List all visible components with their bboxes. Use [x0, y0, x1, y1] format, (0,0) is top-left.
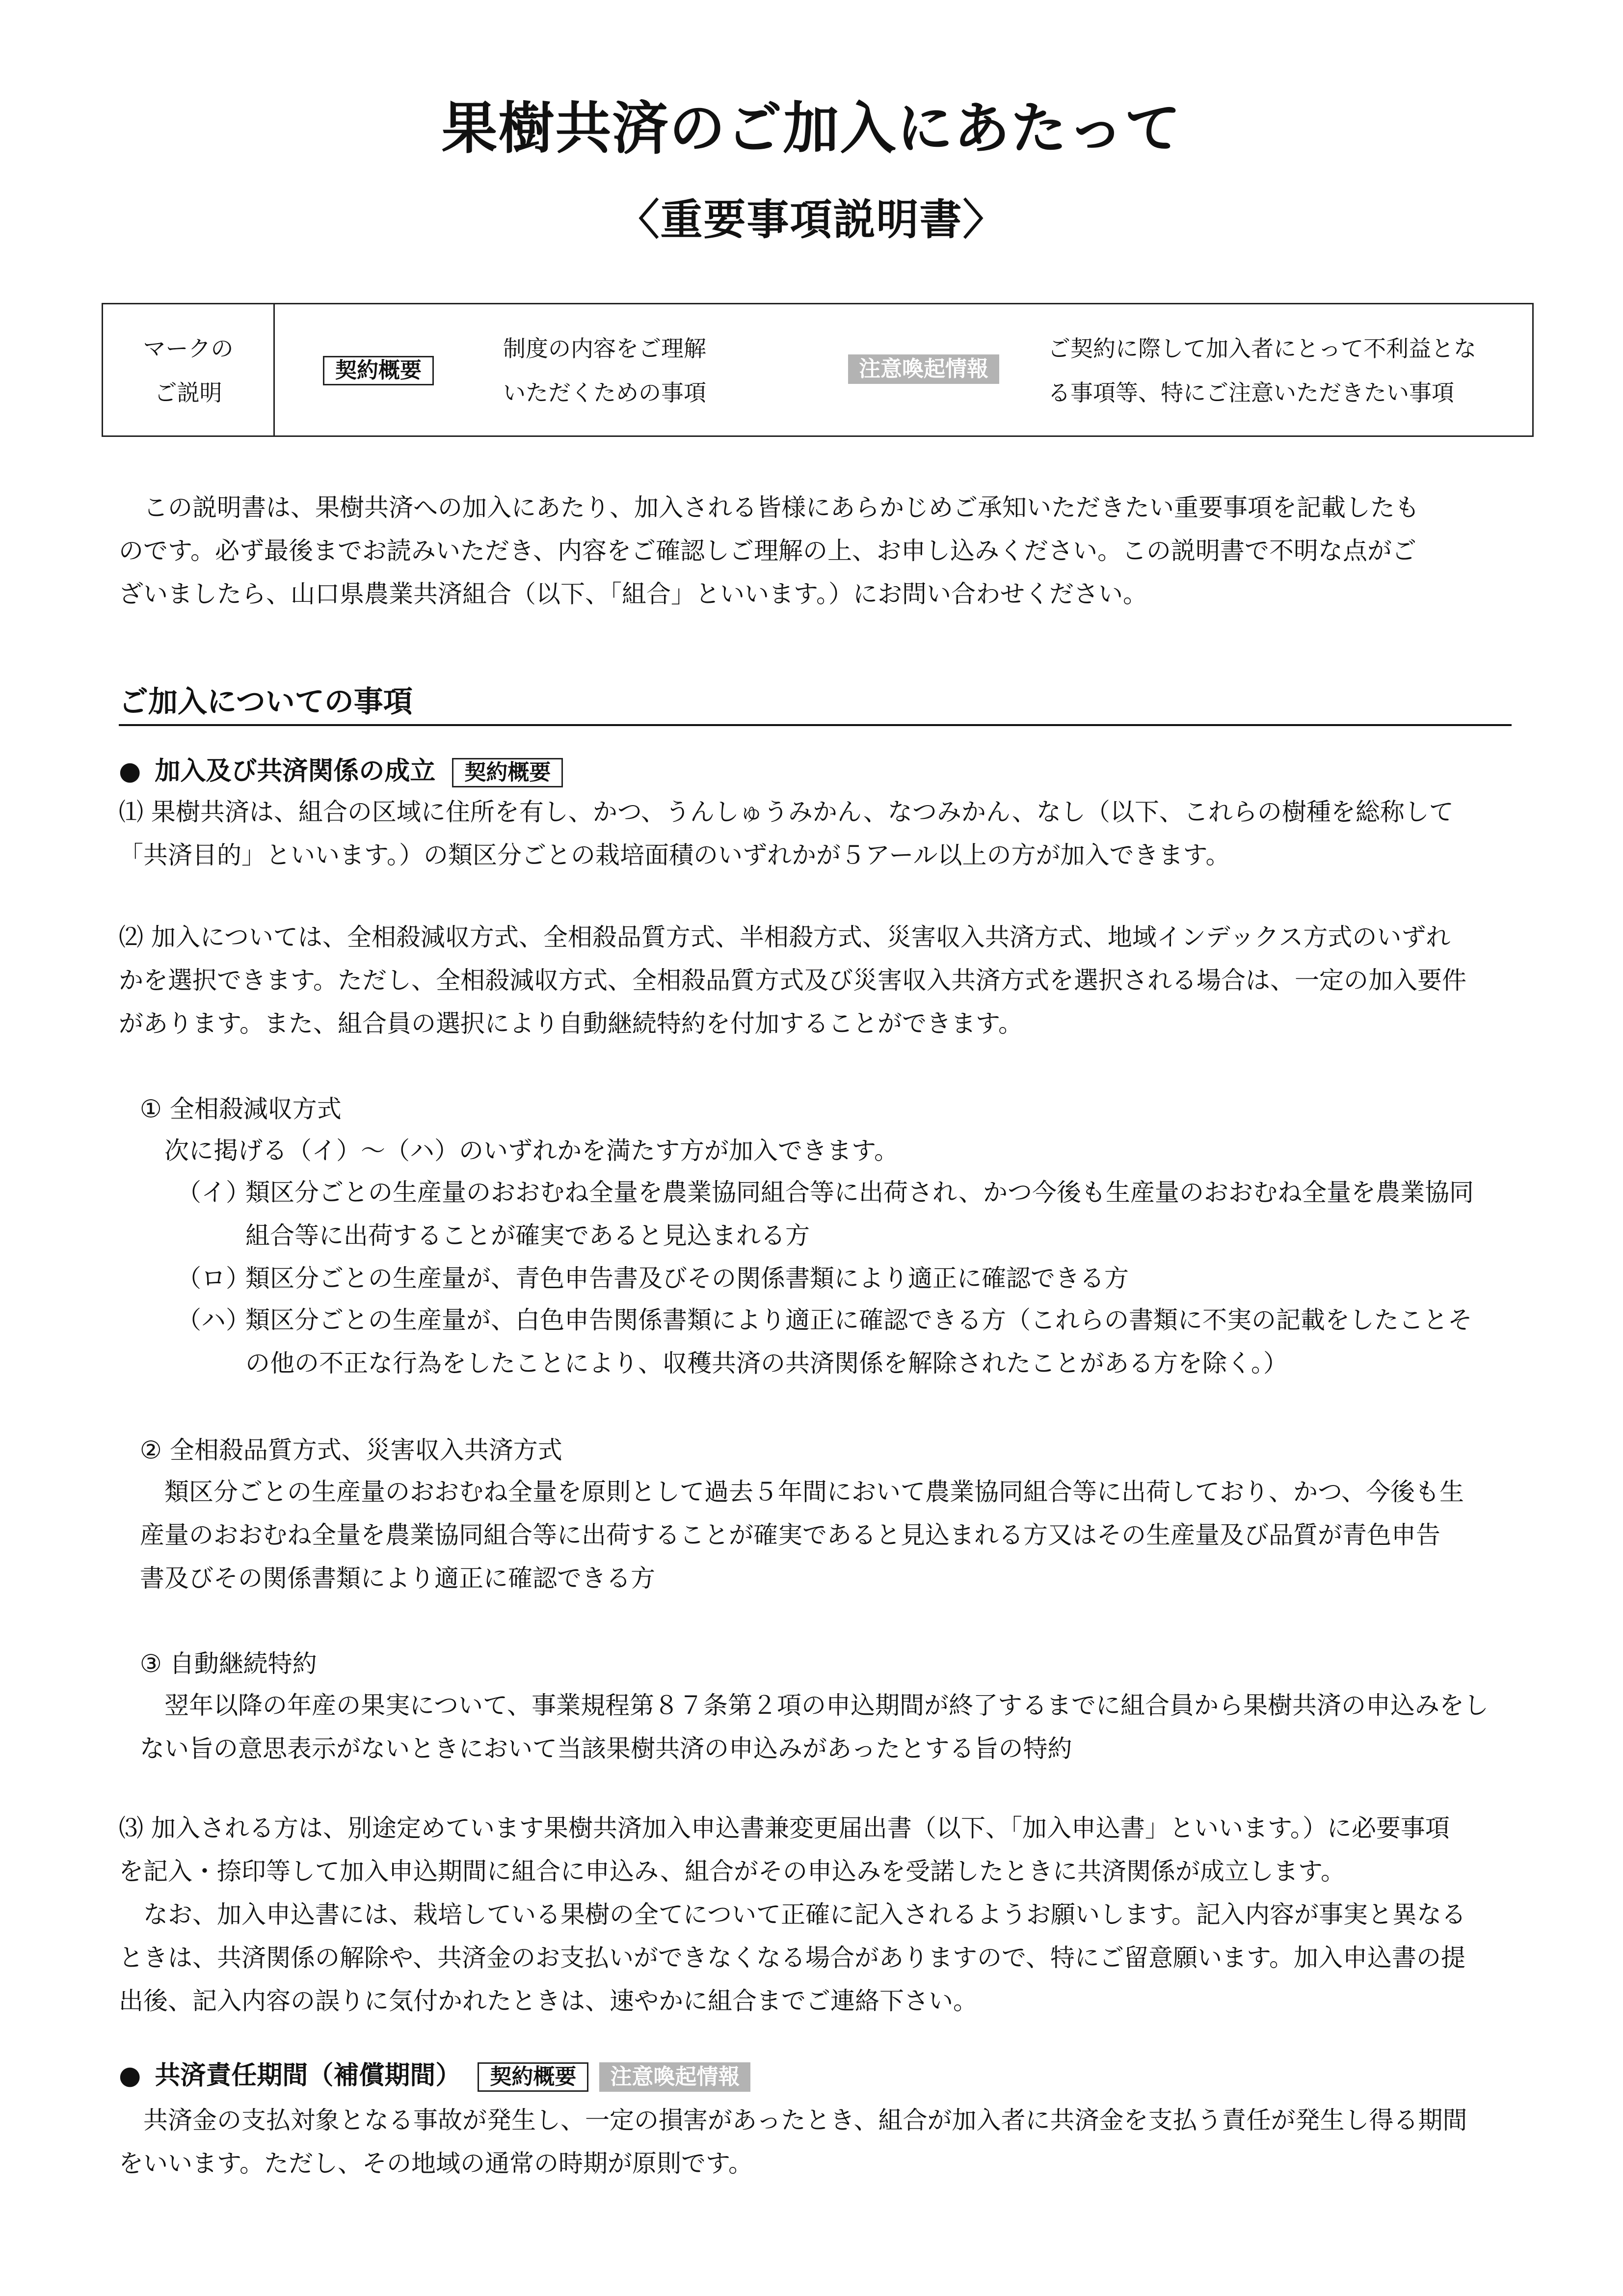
legend-label-line2: ご説明 — [154, 379, 222, 406]
sub1-item-marker: （ロ） — [177, 1264, 250, 1293]
sub1-item-ro — [177, 1257, 1129, 1300]
sub1-item-marker: （イ） — [177, 1178, 250, 1207]
intro-line: のです。必ず最後までお読みいただき、内容をご確認しご理解の上、お申し込みください。この説明書で不明な点がご — [119, 537, 1416, 565]
contract-summary-mark: 契約概要 — [452, 758, 563, 787]
intro-paragraph — [119, 486, 1419, 616]
sub1-item-line: 組合等に出荷することが確実であると見込まれる方 — [245, 1221, 810, 1250]
sub1-item-line: 類区分ごとの生産量が、青色申告書及びその関係書類により適正に確認できる方 — [245, 1264, 1129, 1293]
paragraph-line: 産量のおおむね全量を農業協同組合等に出荷することが確実であると見込まれる方又はその生産量及び品質が青色申告 — [140, 1521, 1440, 1549]
bullet-title: 共済責任期間（補償期間） — [155, 2061, 461, 2090]
paragraph-2 — [119, 916, 1466, 1045]
paragraph-line: をいいます。ただし、その地域の通常の時期が原則です。 — [119, 2149, 753, 2178]
paragraph-line: 翌年以降の年産の果実について、事業規程第８７条第２項の申込期間が終了するまでに組合員から果樹共済の申込みをし — [140, 1691, 1489, 1720]
paragraph-line: 「共済目的」といいます。）の類区分ごとの栽培面積のいずれかが５アール以上の方が加入できます。 — [119, 841, 1230, 869]
legend-mark1-desc-line2: いただくための事項 — [503, 379, 706, 406]
sub1-lead: 次に掲げる（イ）～（ハ）のいずれかを満たす方が加入できます。 — [164, 1136, 899, 1165]
paragraph-liability — [119, 2099, 1467, 2185]
sub1-item-ha — [177, 1298, 1472, 1385]
sub1-heading: ① 全相殺減収方式 — [140, 1095, 342, 1123]
page-title: 果樹共済のご加入にあたって — [441, 96, 1182, 161]
sub3-heading: ③ 自動継続特約 — [140, 1649, 317, 1678]
paragraph-line: なお、加入申込書には、栽培している果樹の全てについて正確に記入されるようお願いします。記入内容が事実と異なる — [119, 1900, 1466, 1929]
intro-line: ざいましたら、山口県農業共済組合（以下、「組合」といいます。）にお問い合わせください。 — [119, 580, 1147, 608]
paragraph-line: ⑵ 加入については、全相殺減収方式、全相殺品質方式、半相殺方式、災害収入共済方式、地域インデックス方式のいずれ — [119, 923, 1451, 951]
paragraph-3 — [119, 1807, 1466, 2023]
legend-label-line1: マークの — [143, 335, 234, 362]
paragraph-line: ない旨の意思表示がないときにおいて当該果樹共済の申込みがあったとする旨の特約 — [140, 1734, 1072, 1763]
caution-info-mark: 注意喚起情報 — [599, 2062, 750, 2092]
legend-mark1-desc-line1: 制度の内容をご理解 — [503, 335, 706, 362]
legend-mark2-desc — [1048, 326, 1476, 415]
paragraph-line: 共済金の支払対象となる事故が発生し、一定の損害があったとき、組合が加入者に共済金を支払う責任が発生し得る期間 — [119, 2106, 1467, 2134]
legend-mark-contract — [323, 356, 434, 385]
caution-info-mark: 注意喚起情報 — [848, 354, 999, 384]
paragraph-line: ⑶ 加入される方は、別途定めています果樹共済加入申込書兼変更届出書（以下、「加入申込書」といいます。）に必要事項 — [119, 1814, 1450, 1842]
paragraph-line: かを選択できます。ただし、全相殺減収方式、全相殺品質方式及び災害収入共済方式を選択される場合は、一定の加入要件 — [119, 966, 1466, 995]
paragraph-line: を記入・捺印等して加入申込期間に組合に申込み、組合がその申込みを受諾したときに共済関係が成立します。 — [119, 1857, 1345, 1886]
contract-summary-mark: 契約概要 — [478, 2062, 588, 2092]
sub2-heading: ② 全相殺品質方式、災害収入共済方式 — [140, 1436, 562, 1464]
paragraph-line: 出後、記入内容の誤りに気付かれたときは、速やかに組合までご連絡下さい。 — [119, 1987, 978, 2015]
legend-mark2-desc-line1: ご契約に際して加入者にとって不利益とな — [1048, 335, 1477, 362]
sub1-item-line: 類区分ごとの生産量のおおむね全量を農業協同組合等に出荷され、かつ今後も生産量のおおむね全量を農業協同 — [245, 1178, 1474, 1207]
legend-mark1-desc — [503, 326, 706, 415]
section-heading: ご加入についての事項 — [119, 680, 1512, 726]
sub1-item-line: 類区分ごとの生産量が、白色申告関係書類により適正に確認できる方（これらの書類に不実の記載をしたことそ — [245, 1306, 1472, 1334]
mark-legend-box — [102, 303, 1534, 437]
bullet-title: 加入及び共済関係の成立 — [155, 756, 436, 786]
paragraph-line: ときは、共済関係の解除や、共済金のお支払いができなくなる場合がありますので、特にご留意願います。加入申込書の提 — [119, 1944, 1465, 1972]
legend-mark2-desc-line2: る事項等、特にご注意いただきたい事項 — [1048, 379, 1454, 406]
bullet-enrollment — [119, 753, 563, 790]
page-subtitle: 〈重要事項説明書〉 — [617, 195, 1006, 244]
paragraph-line: ⑴ 果樹共済は、組合の区域に住所を有し、かつ、うんしゅうみかん、なつみかん、なし（以下、これらの樹種を総称して — [119, 798, 1454, 826]
bullet-dot: ● — [119, 2061, 141, 2090]
legend-divider — [273, 304, 275, 435]
paragraph-line: 書及びその関係書類により適正に確認できる方 — [140, 1564, 655, 1593]
bullet-liability-period — [119, 2057, 750, 2094]
bullet-dot: ● — [119, 756, 141, 786]
sub3-body — [140, 1684, 1489, 1770]
intro-line: この説明書は、果樹共済への加入にあたり、加入される皆様にあらかじめご承知いただきたい重要事項を記載したも — [119, 493, 1419, 522]
legend-label — [103, 326, 273, 415]
legend-mark-caution — [848, 354, 999, 384]
sub1-item-marker: （ハ） — [177, 1306, 250, 1334]
paragraph-line: があります。また、組合員の選択により自動継続特約を付加することができます。 — [119, 1009, 1023, 1038]
sub1-item-i — [177, 1171, 1474, 1257]
sub2-body — [140, 1470, 1464, 1600]
sub1-item-line: の他の不正な行為をしたことにより、収穫共済の共済関係を解除されたことがある方を除く。） — [245, 1349, 1288, 1378]
paragraph-1 — [119, 790, 1454, 877]
contract-summary-mark: 契約概要 — [323, 356, 434, 385]
paragraph-line: 類区分ごとの生産量のおおむね全量を原則として過去５年間において農業協同組合等に出荷しており、かつ、今後も生 — [140, 1478, 1464, 1506]
